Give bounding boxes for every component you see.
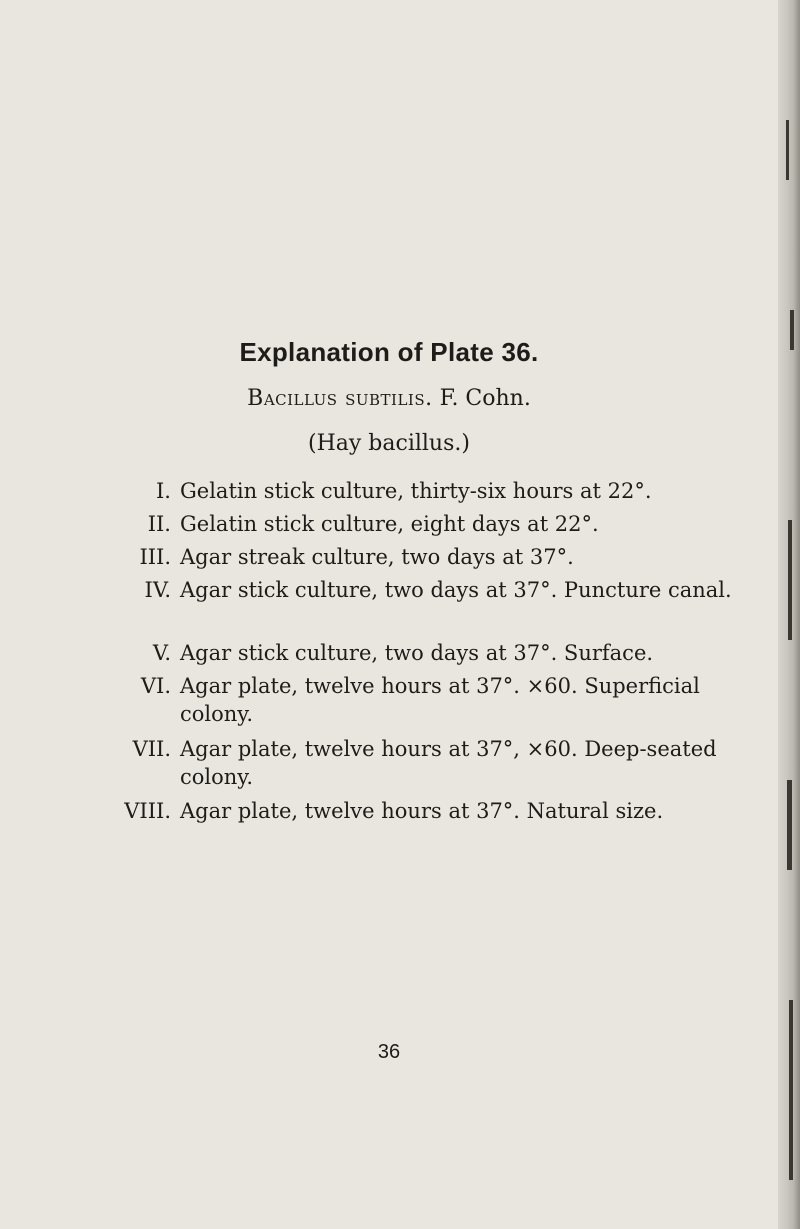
binding-mark [788, 520, 792, 640]
page-edge-shadow [778, 0, 800, 1229]
binding-mark [790, 310, 794, 350]
species-author: F. Cohn. [439, 386, 531, 411]
entry-description: Agar plate, twelve hours at 37°, ×60. Deep-seated colony. [180, 737, 717, 789]
entry-description: Agar stick culture, two days at 37°. Puncture canal. [180, 578, 732, 602]
entry-description: Agar stick culture, two days at 37°. Surface. [180, 641, 654, 665]
species-name: Bacillus subtilis. [247, 386, 433, 411]
binding-mark [789, 1000, 793, 1180]
plate-title: Explanation of Plate 36. [239, 337, 539, 367]
entry-numeral: V. [152, 641, 171, 665]
entry-description: Gelatin stick culture, eight days at 22°. [180, 512, 599, 536]
page-number: 36 [377, 1041, 401, 1063]
entry-numeral: IV. [144, 578, 171, 602]
common-name: (Hay bacillus.) [308, 431, 470, 456]
entry-numeral: II. [147, 512, 171, 536]
species-heading [0, 386, 778, 411]
entry-description: Agar plate, twelve hours at 37°. ×60. Superficial colony. [180, 674, 700, 726]
entry-description: Gelatin stick culture, thirty-six hours at 22°. [180, 479, 652, 503]
binding-mark [786, 120, 789, 180]
entry-numeral: III. [139, 545, 171, 569]
entry-numeral: VI. [140, 674, 171, 698]
entry-numeral: VIII. [124, 799, 171, 823]
entry-description: Agar streak culture, two days at 37°. [180, 545, 574, 569]
entry-numeral: VII. [132, 737, 171, 761]
binding-mark [787, 780, 792, 870]
entry-numeral: I. [156, 479, 171, 503]
entry-description: Agar plate, twelve hours at 37°. Natural size. [180, 799, 664, 823]
